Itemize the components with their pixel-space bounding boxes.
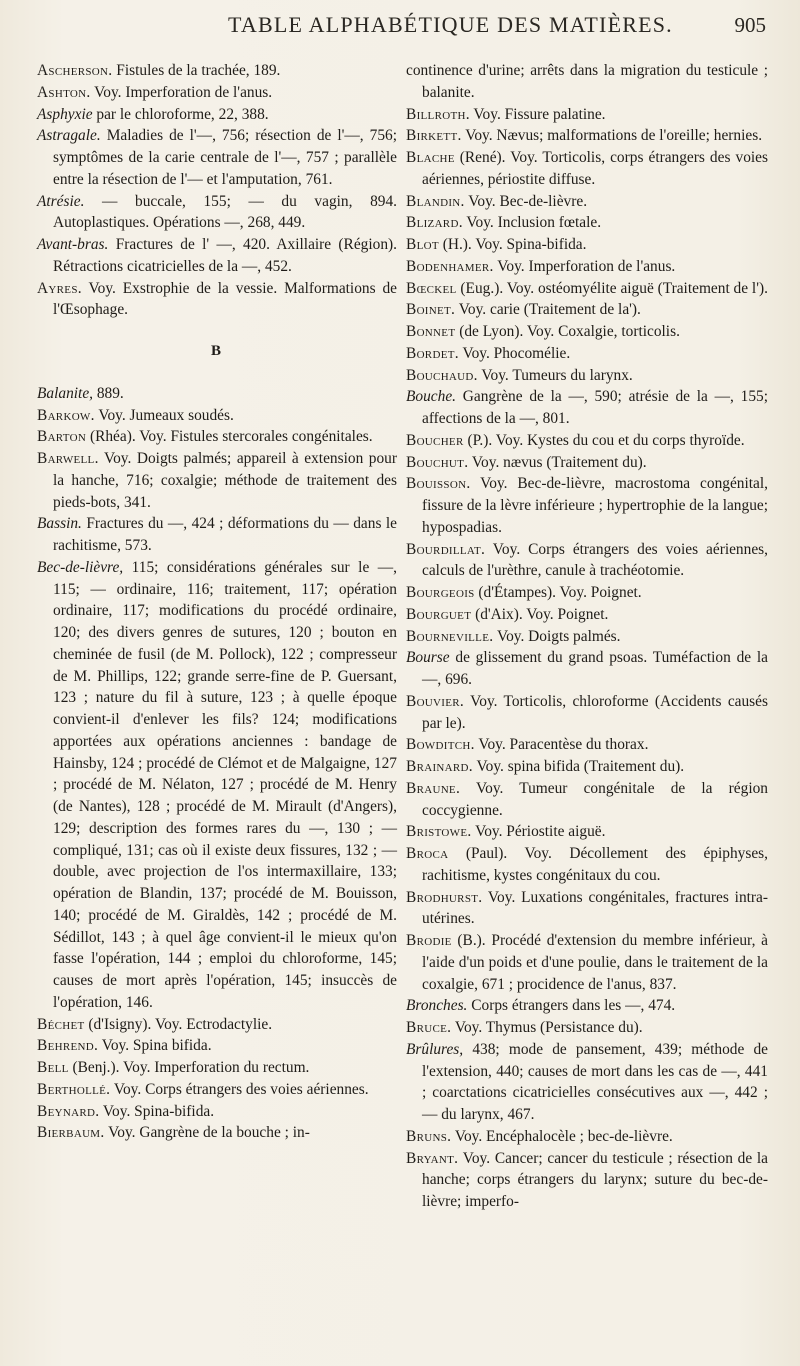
entry-heading: Beynard. <box>37 1102 100 1120</box>
entry-heading: Blizard. <box>406 214 463 232</box>
entry-text: (Paul). Voy. Décollement des épiphyses, rachitisme, kystes congénitaux du cou. <box>422 845 768 884</box>
entry-text: Voy. Tumeur congénitale de la région coccygienne. <box>422 779 768 819</box>
index-entry <box>406 647 768 691</box>
index-entry <box>406 691 768 735</box>
index-entry <box>406 278 768 300</box>
index-entry <box>406 430 768 452</box>
entry-heading: Bourgeois <box>406 584 475 601</box>
index-entry <box>406 843 768 887</box>
index-entry <box>406 734 768 756</box>
entry-heading: Blache <box>406 149 455 166</box>
index-entry <box>406 1039 768 1126</box>
entry-heading: Béchet <box>37 1015 85 1033</box>
entry-text: Voy. Périostite aiguë. <box>471 823 606 841</box>
entry-heading: Barkow. <box>37 406 95 424</box>
entry-text: Voy. nævus (Traitement du). <box>468 453 647 471</box>
index-entry <box>406 104 768 126</box>
page-number: 905 <box>734 13 766 37</box>
entry-heading: Astragale. <box>37 127 101 145</box>
index-entry <box>406 125 768 147</box>
entry-text: Voy. Corps étrangers des voies aériennes, calculs de l'urèthre, canule à trachéotomie. <box>422 540 768 580</box>
entry-text: continence d'urine; arrêts dans la migration du testicule ; balanite. <box>406 62 768 101</box>
entry-text: Voy. Paracentèse du thorax. <box>474 736 649 754</box>
entry-heading: Bowditch. <box>406 736 475 754</box>
entry-heading: Billroth. <box>406 105 470 123</box>
entry-text: Voy. Doigts palmés. <box>493 627 621 645</box>
entry-heading: Bourdillat. <box>406 540 486 558</box>
index-entry <box>37 513 397 557</box>
entry-text: Voy. Luxations congénitales, fractures intra-utérines. <box>422 888 768 928</box>
index-entry <box>406 299 768 321</box>
index-entry <box>37 1014 397 1036</box>
index-entry <box>406 1148 768 1213</box>
entry-heading: Bourse <box>406 649 450 667</box>
entry-text: Voy. Spina-bifida. <box>99 1102 215 1120</box>
entry-text: Voy. Thymus (Persistance du). <box>451 1019 643 1036</box>
index-entry <box>406 887 768 931</box>
entry-heading: Bonnet <box>406 323 456 340</box>
entry-heading: Ayres. <box>37 279 82 297</box>
entry-heading: Atrésie. <box>37 192 85 210</box>
index-entry <box>406 191 768 213</box>
index-entry <box>406 582 768 604</box>
left-column <box>37 60 397 1144</box>
entry-heading: Braune. <box>406 779 461 797</box>
entry-text: Maladies de l'—, 756; résection de l'—, 756; symptômes de la carie centrale de l'—, 757 ; parallèle entre la résection de l'— et l'amputation, 761. <box>53 127 397 188</box>
entry-heading: Bordet. <box>406 344 459 362</box>
entry-text: Voy. Bec-de-lièvre. <box>464 192 588 210</box>
entry-text: 889. <box>93 384 124 402</box>
index-entry <box>37 383 397 405</box>
index-entry <box>406 212 768 234</box>
entry-heading: Bœckel <box>406 279 457 297</box>
entry-heading: Bouchut. <box>406 453 469 471</box>
entry-text: Fractures de l' —, 420. Axillaire (Région). Rétractions cicatricielles de la —, 452. <box>53 236 397 275</box>
entry-heading: Bodenhamer. <box>406 257 494 275</box>
entry-text: Voy. Phocomélie. <box>458 344 571 362</box>
right-column <box>406 60 768 1213</box>
entry-heading: Brodhurst. <box>406 888 483 906</box>
entry-heading: Bourguet <box>406 605 472 623</box>
entry-text: Voy. carie (Traitement de la'). <box>455 301 641 319</box>
entry-heading: Brûlures, <box>406 1040 464 1058</box>
section-letter-heading: B <box>210 343 223 359</box>
entry-heading: Bouchaud. <box>406 366 478 384</box>
index-entry <box>37 82 397 104</box>
entry-heading: Bouvier. <box>406 692 465 710</box>
entry-text: (René). Voy. Torticolis, corps étrangers des voies aériennes, périostite diffuse. <box>422 149 768 188</box>
entry-heading: Bassin. <box>37 515 82 533</box>
index-entry <box>406 321 768 343</box>
entry-heading: Barwell. <box>37 450 99 467</box>
entry-text: Voy. spina bifida (Traitement du). <box>472 758 685 775</box>
entry-text: Voy. Tumeurs du larynx. <box>477 366 633 384</box>
index-entry <box>406 452 768 474</box>
index-entry <box>406 821 768 843</box>
entry-text: Voy. Fissure palatine. <box>469 105 606 123</box>
index-entry <box>406 256 768 278</box>
entry-text: Voy. Imperforation de l'anus. <box>493 257 676 275</box>
entry-text: de glissement du grand psoas. Tuméfaction de la —, 696. <box>422 649 768 688</box>
entry-heading: Bryant. <box>406 1149 459 1167</box>
entry-heading: Bronches. <box>406 997 468 1015</box>
entry-heading: Bell <box>37 1059 69 1076</box>
entry-heading: Boinet. <box>406 301 456 319</box>
index-entry <box>406 756 768 778</box>
entry-heading: Broca <box>406 845 449 862</box>
entry-heading: Bouisson. <box>406 475 471 493</box>
index-entry <box>37 1057 397 1079</box>
index-entry <box>37 1035 397 1057</box>
index-entry <box>406 539 768 583</box>
entry-heading: Balanite, <box>37 384 93 402</box>
entry-text: Voy. Exstrophie de la vessie. Malformations de l'Œsophage. <box>53 279 397 319</box>
entry-heading: Bruns. <box>406 1127 452 1145</box>
page-header <box>0 12 800 48</box>
entry-text: Corps étrangers dans les —, 474. <box>467 997 676 1015</box>
entry-text: (H.). Voy. Spina-bifida. <box>438 236 587 253</box>
entry-heading: Barton <box>37 428 87 446</box>
entry-heading: Ascherson. <box>37 62 113 79</box>
entry-heading: Boucher <box>406 431 464 449</box>
entry-heading: Bec-de-lièvre, <box>37 558 124 576</box>
index-entry <box>37 448 397 513</box>
index-entry <box>37 1101 397 1123</box>
entry-text: (d'Isigny). Voy. Ectrodactylie. <box>84 1015 273 1033</box>
entry-heading: Blot <box>406 236 439 253</box>
entry-text: Voy. Gangrène de la bouche ; in- <box>104 1124 310 1142</box>
index-entry <box>406 234 768 256</box>
entry-heading: Behrend. <box>37 1037 99 1055</box>
index-entry <box>37 125 397 190</box>
index-entry <box>406 995 768 1017</box>
index-entry <box>37 1079 397 1101</box>
entry-heading: Bierbaum. <box>37 1124 105 1142</box>
entry-heading: Bouche. <box>406 388 456 406</box>
entry-heading: Bruce. <box>406 1019 452 1036</box>
entry-text: Voy. Cancer; cancer du testicule ; résection de la hanche; corps étrangers du larynx; suture du bec-de-lièvre; imperfo- <box>422 1149 768 1210</box>
entry-text: Voy. Inclusion fœtale. <box>462 214 602 232</box>
index-entry <box>37 557 397 1014</box>
entry-text: Voy. Bec-de-lièvre, macrostoma congénital, fissure de la lèvre inférieure ; hypertrophie de la langue; hypospadias. <box>422 475 768 536</box>
entry-heading: Asphyxie <box>37 105 93 123</box>
index-entry <box>37 104 397 126</box>
entry-text: Voy. Nævus; malformations de l'oreille; hernies. <box>461 127 763 145</box>
index-entry <box>406 604 768 626</box>
entry-heading: Brainard. <box>406 758 473 775</box>
entry-text: (d'Aix). Voy. Poignet. <box>471 605 609 623</box>
index-entry <box>406 386 768 430</box>
index-entry <box>37 405 397 427</box>
entry-text: 115; considérations générales sur le —, 115; — ordinaire, 116; traitement, 117; opération ordinaire, 117; modifications du procédé ordinaire, 120; des divers genres de sutures, 120 ; bouton en cheminée de fusil (de M. Pollock), 122 ; compresseur de M. Phillips, 122; grande serre-fine de P. Guersant, 123 ; nature du fil à suture, 123 ; à quelle époque convient-il d'enlever les fils? 124; modifications apportées aux opérations anciennes : bandage de Hainsby, 124 ; procédé de Clémot et de Malgaigne, 127 ; procédé de M. Nélaton, 127 ; procédé de M. Henry (de Nantes), 128 ; procédé de M. Mirault (d'Angers), 129; description des formes rares du —, 130 ; — compliqué, 131; cas où il existe deux fissures, 132 ; — double, avec projection de l'os intermaxillaire, 133; opération de Blandin, 137; procédé de M. Bouisson, 140; procédé de M. Giraldès, 142 ; procédé de M. Sédillot, 143 ; à quel âge convient-il le mieux qu'on fasse l'opération, 144 ; emploi du chloroforme, 145; causes de mort après l'opération, 145; insuccès de l'opération, 146. <box>53 558 397 1011</box>
index-entry <box>406 365 768 387</box>
index-entry <box>406 626 768 648</box>
entry-text: (P.). Voy. Kystes du cou et du corps thyroïde. <box>463 431 745 449</box>
index-entry <box>37 278 397 322</box>
index-entry <box>406 60 768 104</box>
entry-text: Voy. Spina bifida. <box>98 1037 212 1055</box>
running-title: TABLE ALPHABÉTIQUE DES MATIÈRES. <box>228 12 673 37</box>
index-entry <box>37 1122 397 1144</box>
entry-text: par le chloroforme, 22, 388. <box>92 105 269 123</box>
index-entry <box>37 234 397 278</box>
entry-text: Voy. Imperforation de l'anus. <box>90 83 273 101</box>
entry-heading: Birkett. <box>406 127 462 145</box>
entry-heading: Ashton. <box>37 83 91 101</box>
entry-text: Fractures du —, 424 ; déformations du — dans le rachitisme, 573. <box>53 515 397 554</box>
entry-text: — buccale, 155; — du vagin, 894. Autoplastiques. Opérations —, 268, 449. <box>53 192 397 232</box>
entry-text: Gangrène de la —, 590; atrésie de la —, 155; affections de la —, 801. <box>422 388 768 427</box>
entry-text: (Eug.). Voy. ostéomyélite aiguë (Traitement de l'). <box>456 279 768 297</box>
index-entry <box>37 60 397 82</box>
index-entry <box>37 426 397 448</box>
entry-heading: Bristowe. <box>406 823 472 841</box>
entry-text: 438; mode de pansement, 439; méthode de l'extension, 440; causes de mort dans les cas de —, 441 ; coarctations cicatricielles consécutives aux —, 442 ; — du larynx, 467. <box>422 1040 768 1123</box>
index-entry <box>406 473 768 538</box>
entry-heading: Berthollé. <box>37 1080 111 1098</box>
entry-text: (Rhéa). Voy. Fistules stercorales congénitales. <box>86 428 373 446</box>
index-entry <box>37 191 397 235</box>
entry-text: Voy. Corps étrangers des voies aériennes. <box>110 1080 369 1098</box>
entry-text: (B.). Procédé d'extension du membre inférieur, à l'aide d'un poids et d'une poulie, dans le traitement de la coxalgie, 671 ; procidence de l'anus, 837. <box>422 932 768 993</box>
entry-text: Voy. Torticolis, chloroforme (Accidents causés par le). <box>422 692 768 732</box>
index-entry <box>406 778 768 822</box>
entry-heading: Avant-bras. <box>37 236 109 253</box>
index-entry <box>406 1126 768 1148</box>
entry-text: (de Lyon). Voy. Coxalgie, torticolis. <box>455 323 680 340</box>
index-entry <box>406 1017 768 1039</box>
entry-text: Voy. Doigts palmés; appareil à extension pour la hanche, 716; coxalgie; méthode de traitement des pieds-bots, 341. <box>53 450 397 511</box>
entry-heading: Brodie <box>406 932 452 949</box>
entry-text: (d'Étampes). Voy. Poignet. <box>474 584 642 601</box>
entry-text: Voy. Jumeaux soudés. <box>94 406 234 424</box>
entry-text: Fistules de la trachée, 189. <box>112 62 281 79</box>
index-entry <box>406 343 768 365</box>
entry-heading: Blandin. <box>406 192 465 210</box>
index-entry <box>406 147 768 191</box>
entry-text: Voy. Encéphalocèle ; bec-de-lièvre. <box>451 1127 673 1145</box>
entry-heading: Bourneville. <box>406 627 494 645</box>
entry-text: (Benj.). Voy. Imperforation du rectum. <box>68 1059 310 1076</box>
index-entry <box>406 930 768 995</box>
